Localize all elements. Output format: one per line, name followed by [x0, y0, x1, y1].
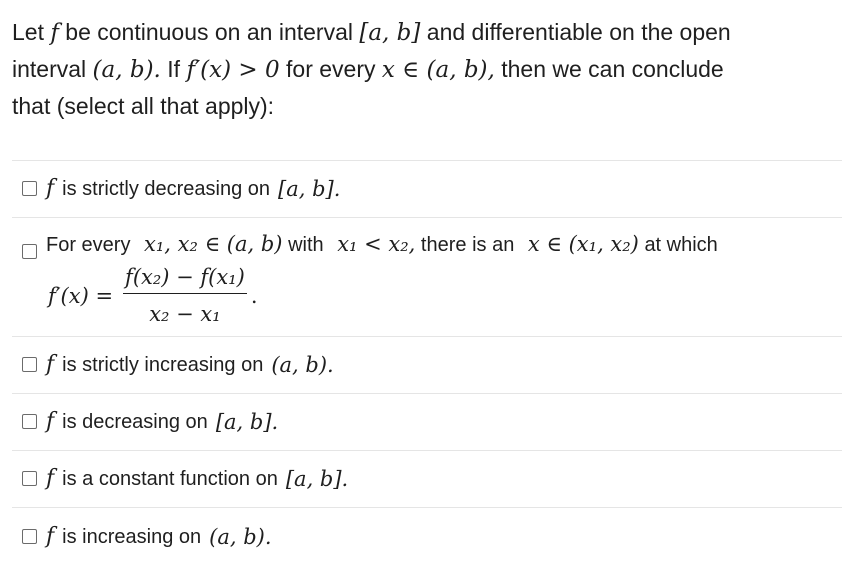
checkbox[interactable]	[22, 529, 37, 544]
question-math-x-in: x ∈ (a, b),	[381, 57, 495, 83]
option-math-f: f	[46, 466, 55, 491]
question-math-interval-open: (a, b).	[92, 57, 161, 83]
question-word: then we can conclude	[501, 56, 724, 82]
option-math-interval: (a, b).	[271, 353, 334, 377]
question-text	[12, 14, 848, 124]
checkbox[interactable]	[22, 414, 37, 429]
question-word: Let	[12, 19, 44, 45]
option-math-f: f	[46, 352, 55, 377]
checkbox[interactable]	[22, 181, 37, 196]
option-label: at which	[644, 234, 718, 256]
option-math-interval: [a, b].	[215, 410, 279, 434]
fraction	[123, 263, 247, 328]
option-math-x-in: x ∈ (x₁, x₂)	[527, 232, 639, 256]
option-label: there is an	[420, 234, 515, 256]
question-word: and differentiable on the open	[426, 19, 731, 45]
formula-lhs: f′(x) =	[48, 283, 114, 308]
option-math-x1-lt-x2: x₁ < x₂,	[337, 232, 416, 256]
option-strictly-decreasing-closed[interactable]	[12, 161, 842, 218]
option-label: is increasing on	[62, 525, 202, 548]
option-label: is strictly increasing on	[62, 354, 264, 376]
formula-period: .	[250, 283, 258, 308]
question-word: for every	[286, 56, 376, 82]
question-word: that (select all that apply):	[12, 93, 275, 119]
option-math-f: f	[46, 409, 55, 434]
mean-value-formula	[48, 263, 718, 328]
option-increasing-open[interactable]	[12, 508, 842, 565]
option-mean-value[interactable]	[12, 218, 842, 337]
option-strictly-increasing-open[interactable]	[12, 337, 842, 394]
question-math-f: f	[50, 20, 59, 46]
option-label: For every	[46, 234, 131, 256]
option-label: is decreasing on	[62, 411, 208, 433]
option-math-f: f	[46, 176, 55, 201]
option-label: is a constant function on	[62, 468, 278, 490]
option-decreasing-closed[interactable]	[12, 394, 842, 451]
checkbox[interactable]	[22, 244, 37, 259]
question-word: If	[167, 56, 181, 82]
checkbox[interactable]	[22, 471, 37, 486]
option-math-interval: [a, b].	[285, 467, 349, 491]
question-math-condition: f′(x) > 0	[186, 57, 280, 83]
question-word: be continuous on an interval	[65, 19, 353, 45]
option-label: is strictly decreasing on	[62, 178, 271, 200]
question-word: interval	[12, 56, 87, 82]
option-math-x1-x2: x₁, x₂ ∈ (a, b)	[144, 232, 283, 256]
answer-options	[12, 160, 842, 565]
question-math-interval-closed: [a, b]	[359, 20, 421, 46]
option-constant-function-closed[interactable]	[12, 451, 842, 508]
option-label: with	[288, 234, 324, 256]
fraction-numerator: f(x₂) − f(x₁)	[123, 263, 247, 294]
checkbox[interactable]	[22, 357, 37, 372]
fraction-denominator: x₂ − x₁	[149, 302, 221, 326]
option-math-interval: [a, b].	[278, 177, 341, 201]
option-math-f: f	[46, 523, 55, 549]
option-mean-value-line	[46, 230, 718, 259]
option-math-interval: (a, b).	[209, 524, 272, 549]
